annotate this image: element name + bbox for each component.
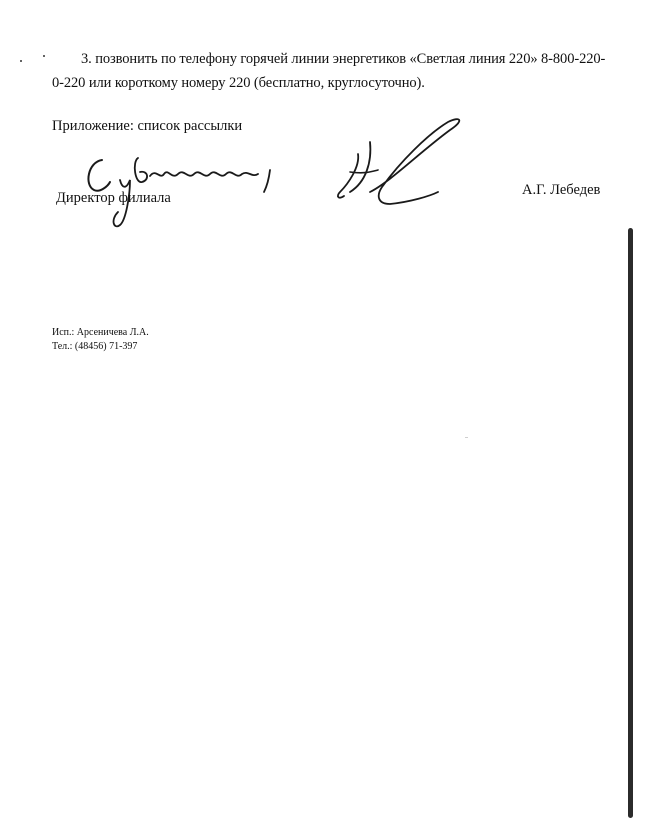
signatory-name: А.Г. Лебедев: [522, 182, 601, 198]
signatory-title: Директор филиала: [56, 190, 171, 206]
signature: [330, 112, 470, 212]
scrollbar[interactable]: [628, 228, 633, 818]
contact-block: [52, 326, 149, 354]
scan-artifact: [465, 437, 468, 438]
scan-artifact: [43, 55, 45, 57]
attachment-line: Приложение: список рассылки: [52, 118, 243, 134]
scan-artifact: [20, 60, 22, 62]
phone-line: Тел.: (48456) 71-397: [52, 341, 138, 352]
paragraph-hotline: 3. позвонить по телефону горячей линии энергетиков «Светлая линия 220» 8-800-220-0-220 или короткому номеру 220 (бесплатно, круглосуточно).: [52, 51, 606, 91]
executor-line: Исп.: Арсеничева Л.А.: [52, 327, 149, 338]
